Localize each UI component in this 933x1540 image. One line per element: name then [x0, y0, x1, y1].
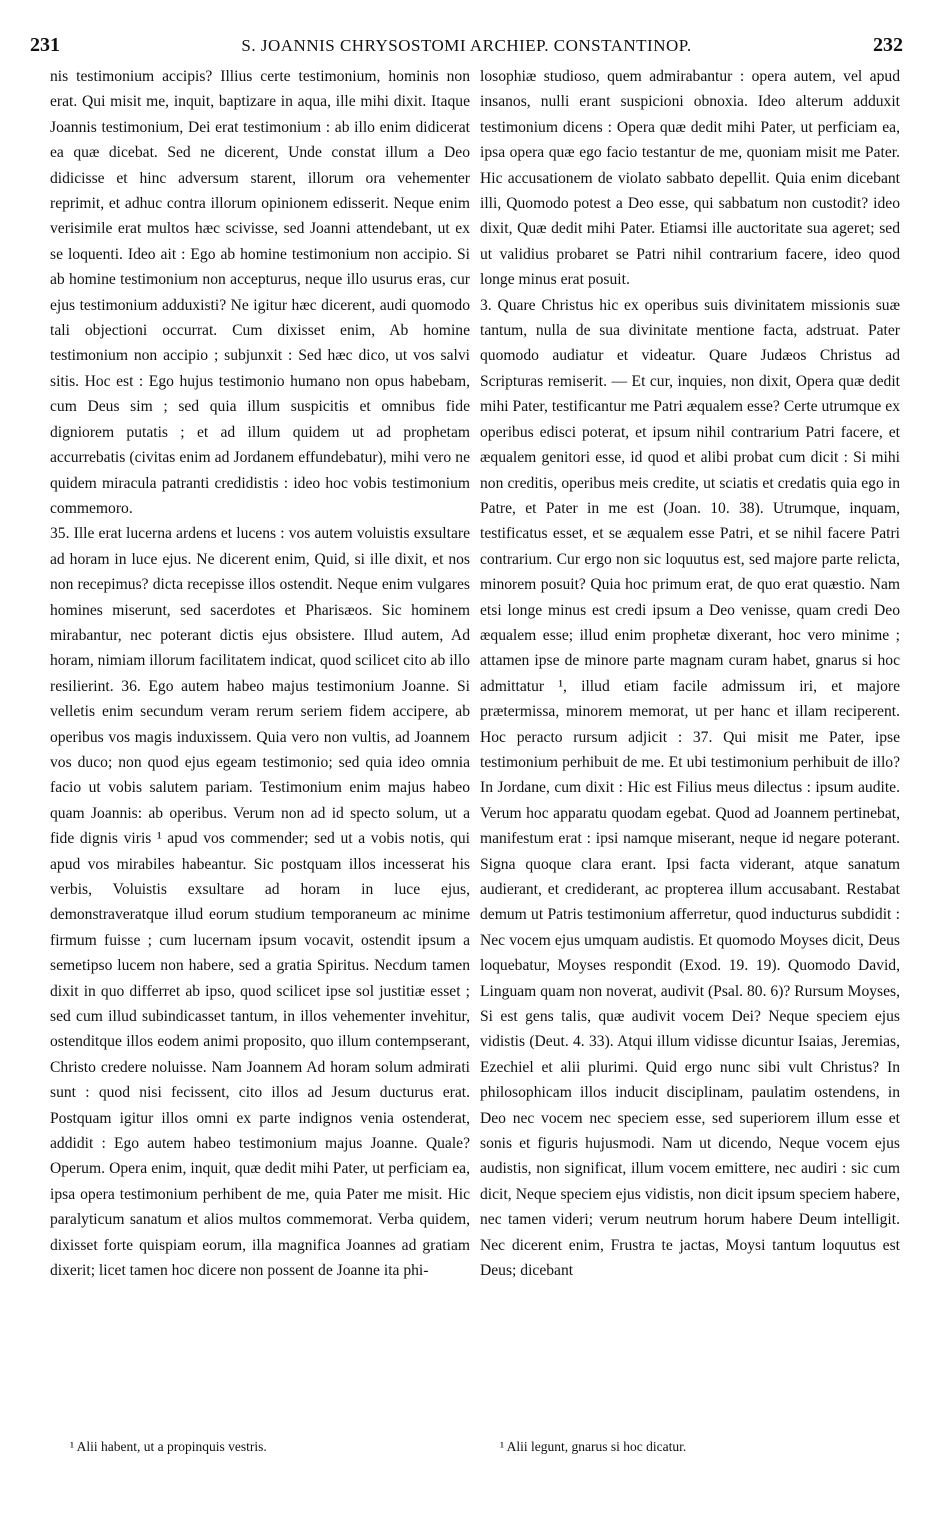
left-paragraph-1: nis testimonium accipis? Illius certe testimonium, hominis non erat. Qui misit me, inquit, baptizare in aqua, ille mihi dixit. Itaque Joannis testimonium, Dei erat testimonium : ab illo enim didicerat ea quæ dicebat. Sed ne dicerent, Unde constat illum a Deo didicisse et hinc adversum starent, illorum ora vehementer reprimit, et adhuc contra illorum opinionem edisserit. Neque enim verisimile erat multos hæc scivisse, sed Joanni attendebant, ut ex se loquenti. Ideo ait : Ego ab homine testimonium non accipio. Si ab homine testimonium non accepturus, neque illo usurus eras, cur ejus testimonium adduxisti? Ne igitur hæc dicerent, audi quomodo tali objectioni occurrat. Cum dixisset enim, Ab homine testimonium non accipio ; subjunxit : Sed hæc dico, ut vos salvi sitis. Hoc est : Ego hujus testimonio humano non opus habebam, cum Deus sim ; sed quia illum suspicitis et omnibus fide digniorem putatis ; et ad illum quidem ut ad prophetam accurrebatis (civitas enim ad Jordanem effundebatur), mihi vero ne quidem miracula patranti credidistis : ideo hoc vobis testimonium commemoro.	[50, 68, 470, 517]
left-paragraph-2: 35. Ille erat lucerna ardens et lucens : vos autem voluistis exsultare ad horam in luce ejus. Ne dicerent enim, Quid, si ille dixit, et nos non recepimus? dicta recepisse illos ostendit. Neque enim vulgares homines miserunt, sed sacerdotes et Pharisæos. Sic hominem mirabantur, nec poterant dictis ejus obsistere. Illud autem, Ad horam, nimiam illorum facilitatem indicat, quod scilicet cito ab illo resilierint. 36. Ego autem habeo majus testimonium Joanne. Si velletis enim secundum veram rerum seriem fidem accipere, ab operibus vos magis induxissem. Quia vero non vultis, ad Joannem vos duco; non quod ejus egeam testimonio; sed quia ideo omnia facio ut vobis salutem pariam. Testimonium enim majus habeo quam Joannis: ab operibus. Verum non ad id specto solum, ut a fide dignis viris ¹ apud vos commender; sed ut a vobis notis, qui apud vos mirabiles habeantur. Sic postquam illos incesserat his verbis, Voluistis exsultare ad horam in luce ejus, demonstraveratque illud eorum studium temporaneum ac minime firmum fuisse ; cum lucernam ipsum vocavit, ostendit ipsum a semetipso lucem non habere, sed a gratia Spiritus. Necdum tamen dixit in quo differret ab ipso, quod scilicet ipse sol justitiæ esset ; sed cum illud subindicasset tantum, in illos vehementer invehitur, ostenditque illos eodem animi proposito, quo illum contempserant, Christo credere noluisse. Nam Joannem Ad horam solum admirati sunt : quod nisi fecissent, cito illos ad Jesum ducturus erat. Postquam igitur illos omni ex parte indignos venia ostenderat, addidit : Ego autem habeo testimonium majus Joanne. Quale? Operum. Opera enim, inquit, quæ dedit mihi Pater, ut perficiam ea, ipsa opera testimonium perhibent de me, quia Pater me misit. Hic paralyticum sanatum et alios multos commemorat. Verba quidem, dixisset forte quispiam eorum, illa magnifica Joannes ad gratiam dixerit; licet tamen hoc dicere non possent de Joanne ita phi-	[50, 525, 470, 1280]
running-title: S. JOANNIS CHRYSOSTOMI ARCHIEP. CONSTANTINOP.	[241, 36, 692, 55]
page-header	[30, 34, 903, 60]
right-footnote: ¹ Alii legunt, gnarus si hoc dicatur.	[500, 1439, 687, 1454]
left-footnote: ¹ Alii habent, ut a propinquis vestris.	[70, 1439, 267, 1454]
right-column	[480, 64, 900, 1464]
left-column	[50, 64, 470, 1464]
page-number-right: 232	[873, 34, 903, 56]
page-number-left: 231	[30, 34, 60, 56]
right-paragraph-1: losophiæ studioso, quem admirabantur : opera autem, vel apud insanos, nulli erant suspicioni obnoxia. Ideo alterum adduxit testimonium dicens : Opera quæ dedit mihi Pater, ut perficiam ea, ipsa opera quæ ego facio testantur de me, quoniam misit me Pater. Hic accusationem de violato sabbato depellit. Quia enim dicebant illi, Quomodo potest a Deo esse, qui sabbatum non custodit? ideo dixit, Quæ dedit mihi Pater. Etiamsi ille auctoritate sua ageret; sed ut validius probaret se Patri nihil contrarium facere, ideo quod longe minus erat posuit.	[480, 68, 900, 289]
right-paragraph-2: 3. Quare Christus hic ex operibus suis divinitatem missionis suæ tantum, nulla de sua divinitate mentione facta, adstruat. Pater quomodo audiatur et videatur. Quare Judæos Christus ad Scripturas remiserit. — Et cur, inquies, non dixit, Opera quæ dedit mihi Pater, testificantur me Patri æqualem esse? Certe utrumque ex operibus edisci poterat, et ipsum nihil contrarium Patri facere, et æqualem genitori esse, id quod et alibi probat cum dicit : Si mihi non creditis, operibus meis credite, ut sciatis et credatis quia ego in Patre, et Pater in me est (Joan. 10. 38). Utrumque, inquam, testificatus esset, et se æqualem esse Patri, et se nihil facere Patri contrarium. Cur ergo non sic loquutus est, sed majore parte relicta, minorem posuit? Quia hoc primum erat, de quo erat quæstio. Nam etsi longe minus est credi ipsum a Deo venisse, quam credi Deo æqualem esse; illud enim prophetæ dixerant, hoc vero minime ; attamen ipse de minore parte magnam curam habet, gnarus si hoc admittatur ¹, illud etiam facile admissum iri, et majore prætermissa, minorem memorat, ut per hanc et illam reciperent. Hoc peracto rursum adjicit : 37. Qui misit me Pater, ipse testimonium perhibuit de me. Et ubi testimonium perhibuit de illo? In Jordane, cum dixit : Hic est Filius meus dilectus : ipsum audite. Verum hoc apparatu quodam egebat. Quod ad Joannem pertinebat, manifestum erat : ipsi namque miserant, neque id negare poterant. Signa quoque clara erant. Ipsi facta viderant, atque sanatum audierant, et crediderant, ac propterea illum accusabant. Restabat demum ut Patris testimonium afferretur, quod inducturus subdidit : Nec vocem ejus umquam audistis. Et quomodo Moyses dicit, Deus loquebatur, Moyses respondit (Exod. 19. 19). Quomodo David, Linguam quam non noverat, audivit (Psal. 80. 6)? Rursum Moyses, Si est gens talis, quæ audivit vocem Dei? Neque speciem ejus vidistis (Deut. 4. 33). Atqui illum vidisse dicuntur Isaias, Jeremias, Ezechiel et alii plurimi. Quid ergo nunc sibi vult Christus? In philosophicam illos inducit disciplinam, paulatim ostendens, in Deo nec vocem nec speciem esse, sed superiorem illum esse et sonis et figuris hujusmodi. Nam ut dicendo, Neque vocem ejus audistis, non significat, illum vocem emittere, nec audiri : sic cum dicit, Neque speciem ejus vidistis, non dicit ipsum speciem habere, nec tamen videri; verum neutrum horum habere Deum intelligit. Nec dicerent enim, Frustra te jactas, Moysi tantum loquutus est Deus; dicebant	[480, 296, 900, 1280]
